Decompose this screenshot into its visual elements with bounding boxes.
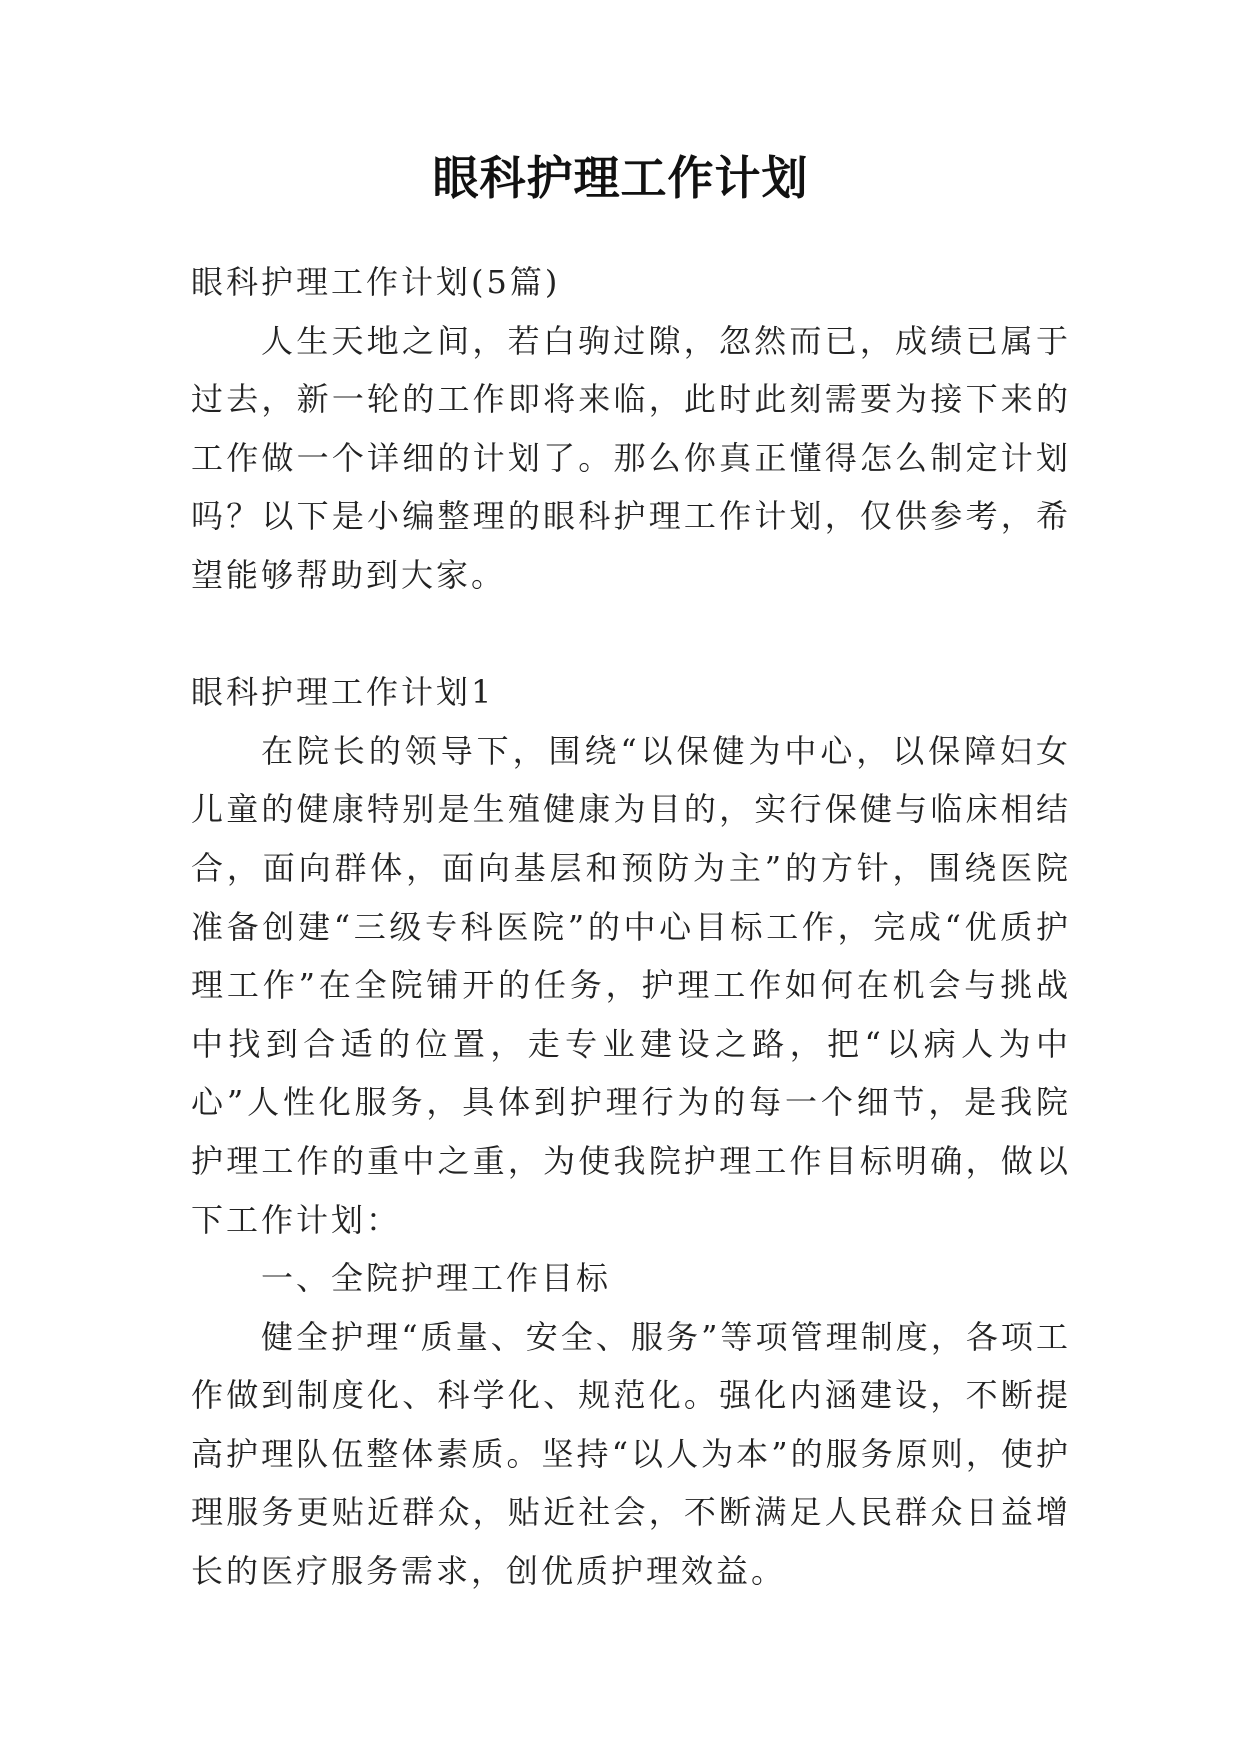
intro-paragraph: 人生天地之间，若白驹过隙，忽然而已，成绩已属于过去，新一轮的工作即将来临，此时此刻需要为接下来的工作做一个详细的计划了。那么你真正懂得怎么制定计划吗？以下是小编整理的眼科护理工作计划，仅供参考，希望能够帮助到大家。 — [191, 321, 1071, 594]
section-paragraph-1: 在院长的领导下，围绕“以保健为中心，以保障妇女儿童的健康特别是生殖健康为目的，实行保健与临床相结合，面向群体，面向基层和预防为主”的方针，围绕医院准备创建“三级专科医院”的中心目标工作，完成“优质护理工作”在全院铺开的任务，护理工作如何在机会与挑战中找到合适的位置，走专业建设之路，把“以病人为中心”人性化服务，具体到护理行为的每一个细节，是我院护理工作的重中之重，为使我院护理工作目标明确，做以下工作计划： — [191, 731, 1071, 1239]
section-heading: 眼科护理工作计划1 — [191, 673, 495, 712]
document-body — [191, 253, 1071, 1601]
section-paragraph-2: 健全护理“质量、安全、服务”等项管理制度，各项工作做到制度化、科学化、规范化。强化内涵建设，不断提高护理队伍整体素质。坚持“以人为本”的服务原则，使护理服务更贴近群众，贴近社会，不断满足人民群众日益增长的医疗服务需求，创优质护理效益。 — [191, 1317, 1071, 1591]
subheading: 一、全院护理工作目标 — [261, 1259, 612, 1298]
subtitle: 眼科护理工作计划(5篇) — [191, 263, 561, 301]
page-title: 眼科护理工作计划 — [432, 151, 809, 205]
paragraph-gap — [191, 605, 1071, 664]
